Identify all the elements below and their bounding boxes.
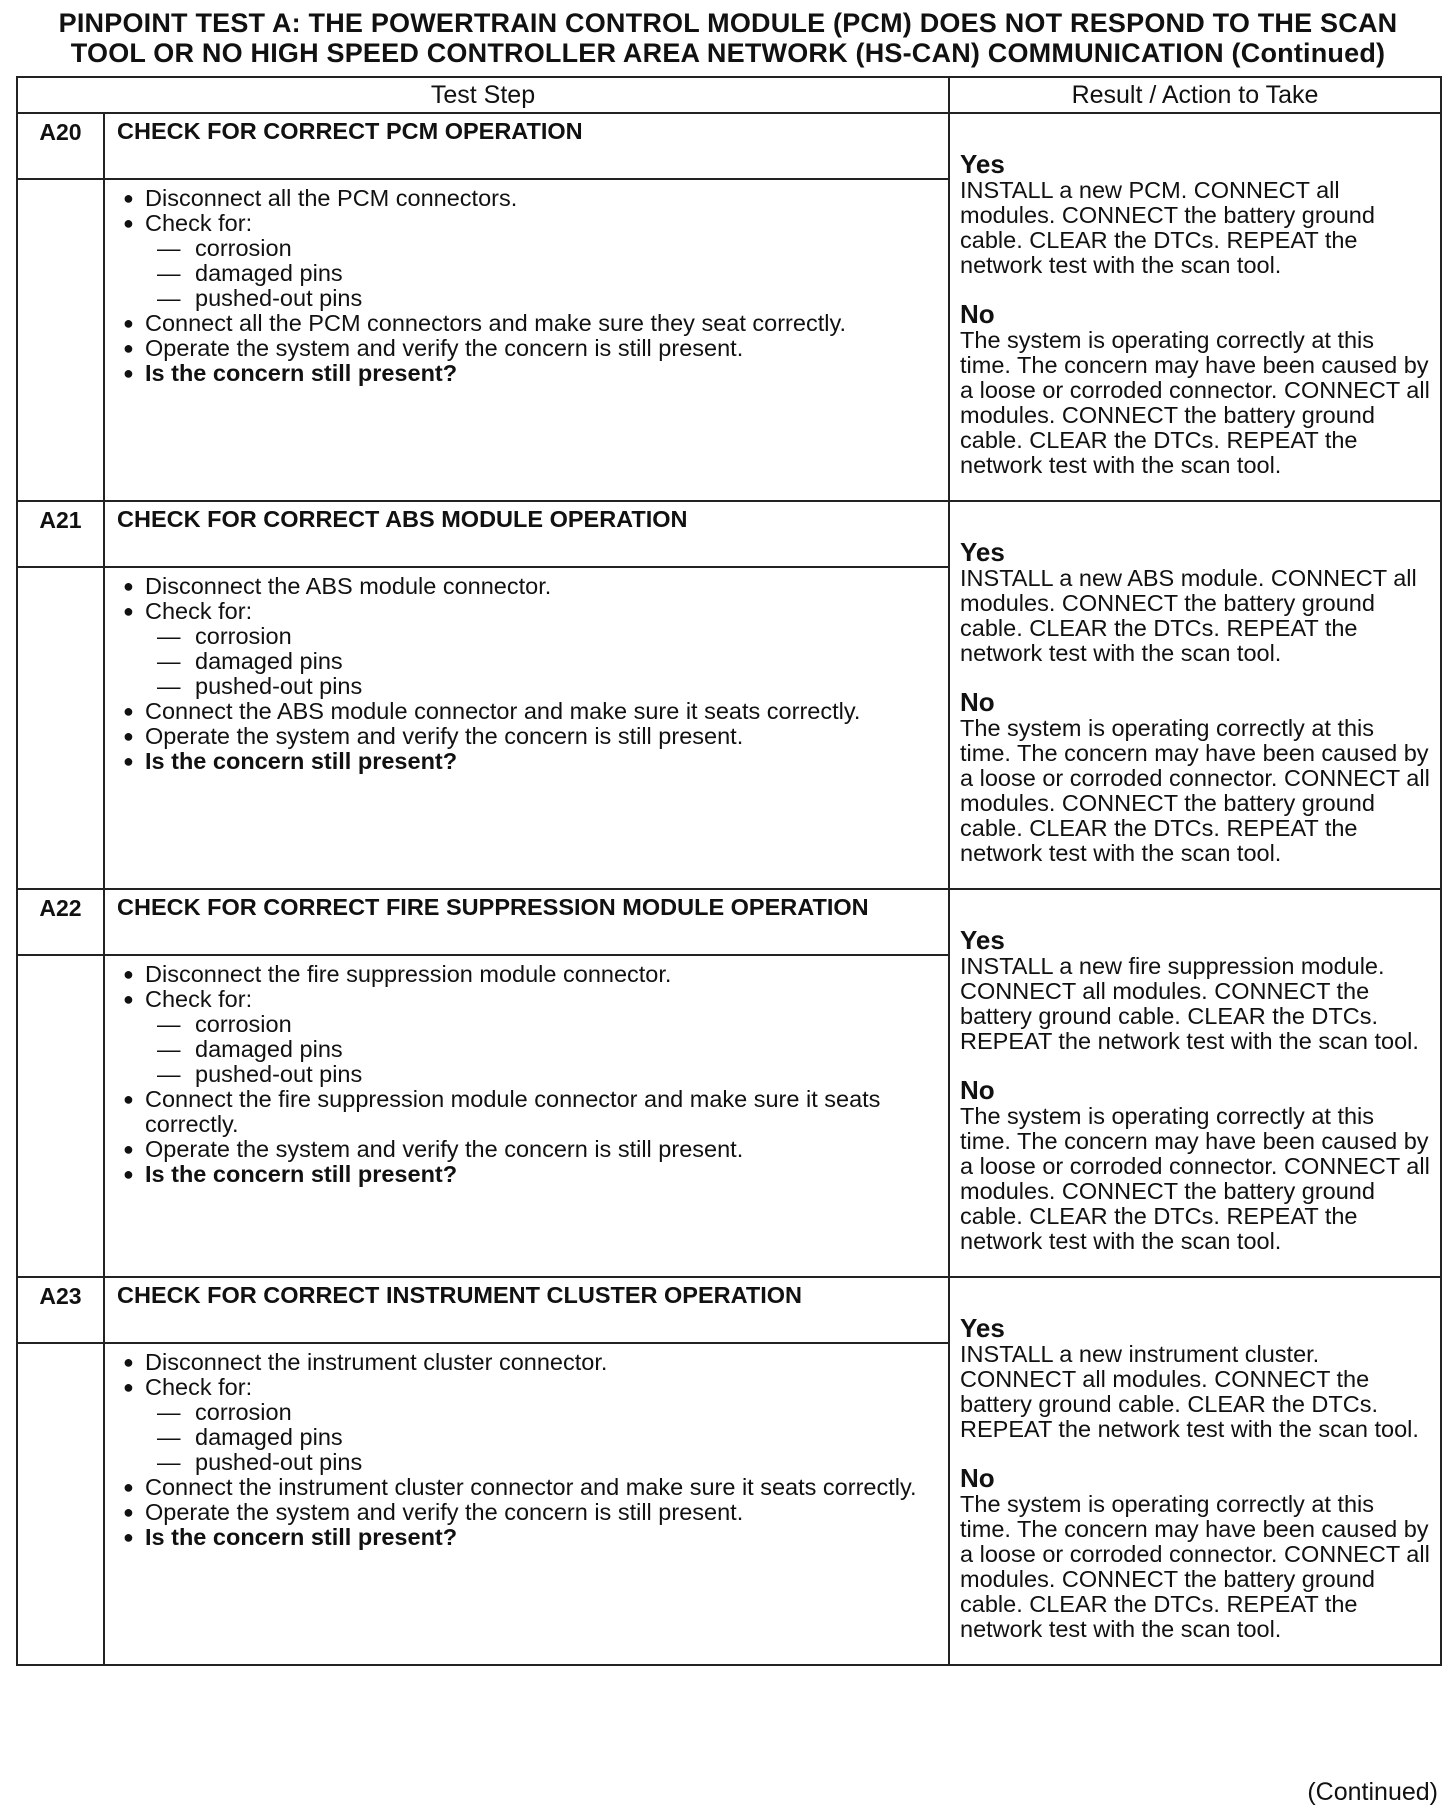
continued-note: (Continued) xyxy=(1307,1778,1438,1806)
page-title xyxy=(0,8,1456,68)
sub-text: pushed-out pins xyxy=(195,673,363,699)
dash-icon: — xyxy=(157,1036,181,1062)
bullet-icon: ● xyxy=(123,338,134,358)
yes-action: INSTALL a new fire suppression module. CONNECT all modules. CONNECT the battery ground cable. CLEAR the DTCs. REPEAT the network test with the scan tool. xyxy=(960,953,1419,1054)
result-cell xyxy=(949,1277,1441,1665)
yes-label: Yes xyxy=(960,149,1005,179)
sub-list-item xyxy=(145,1400,948,1425)
bullet-icon: ● xyxy=(123,313,134,333)
yes-label: Yes xyxy=(960,537,1005,567)
list-item xyxy=(123,335,948,361)
dash-icon: — xyxy=(157,235,181,261)
bullet-icon: ● xyxy=(123,989,134,1009)
list-item xyxy=(123,185,948,211)
step-id-spacer xyxy=(17,955,104,1277)
dash-icon: — xyxy=(157,673,181,699)
step-heading-row xyxy=(17,113,1441,179)
list-item xyxy=(123,1161,948,1187)
bullet-icon: ● xyxy=(123,363,134,383)
list-item xyxy=(123,1136,948,1162)
sub-text: pushed-out pins xyxy=(195,1449,363,1475)
no-action: The system is operating correctly at this time. The concern may have been caused by a loose or corroded connector. CONNECT all modules. CONNECT the battery ground cable. CLEAR the DTCs. REPEAT the network test with the scan tool. xyxy=(960,1491,1430,1642)
step-text: Check for: xyxy=(145,1374,253,1400)
bullet-icon: ● xyxy=(123,1502,134,1522)
step-heading-row xyxy=(17,1277,1441,1343)
bullet-icon: ● xyxy=(123,1377,134,1397)
bullet-icon: ● xyxy=(123,1139,134,1159)
step-heading: CHECK FOR CORRECT FIRE SUPPRESSION MODULE OPERATION xyxy=(104,889,949,955)
sub-list-item xyxy=(145,236,948,261)
dash-icon: — xyxy=(157,1424,181,1450)
sub-text: pushed-out pins xyxy=(195,285,363,311)
step-instructions xyxy=(104,567,949,889)
bullet-icon: ● xyxy=(123,701,134,721)
title-line-2: TOOL OR NO HIGH SPEED CONTROLLER AREA NETWORK (HS-CAN) COMMUNICATION (Continued) xyxy=(70,38,1386,68)
sub-text: corrosion xyxy=(195,235,292,261)
no-label: No xyxy=(960,1463,995,1493)
list-item xyxy=(123,1524,948,1550)
dash-icon: — xyxy=(157,285,181,311)
yes-action: INSTALL a new PCM. CONNECT all modules. CONNECT the battery ground cable. CLEAR the DTCs. REPEAT the network test with the scan tool. xyxy=(960,177,1375,278)
sub-text: damaged pins xyxy=(195,1036,343,1062)
sub-text: corrosion xyxy=(195,1399,292,1425)
step-question: Is the concern still present? xyxy=(145,1161,458,1187)
bullet-icon: ● xyxy=(123,1477,134,1497)
step-id: A20 xyxy=(17,113,104,179)
yes-action: INSTALL a new ABS module. CONNECT all modules. CONNECT the battery ground cable. CLEAR the DTCs. REPEAT the network test with the scan tool. xyxy=(960,565,1417,666)
step-text: Connect the instrument cluster connector and make sure it seats correctly. xyxy=(145,1474,917,1500)
step-text: Operate the system and verify the concern is still present. xyxy=(145,1499,744,1525)
title-line-1: PINPOINT TEST A: THE POWERTRAIN CONTROL MODULE (PCM) DOES NOT RESPOND TO THE SCAN xyxy=(58,8,1398,38)
step-text: Check for: xyxy=(145,210,253,236)
sub-list-item xyxy=(145,674,948,699)
dash-icon: — xyxy=(157,1011,181,1037)
table-header-row xyxy=(17,77,1441,113)
step-question: Is the concern still present? xyxy=(145,360,458,386)
step-text: Disconnect the instrument cluster connector. xyxy=(145,1349,608,1375)
bullet-icon: ● xyxy=(123,1527,134,1547)
bullet-icon: ● xyxy=(123,751,134,771)
sub-text: corrosion xyxy=(195,623,292,649)
step-heading-row xyxy=(17,889,1441,955)
step-heading-row xyxy=(17,501,1441,567)
sub-text: corrosion xyxy=(195,1011,292,1037)
list-item xyxy=(123,986,948,1087)
list-item xyxy=(123,1086,948,1137)
step-heading: CHECK FOR CORRECT PCM OPERATION xyxy=(104,113,949,179)
sub-list-item xyxy=(145,1425,948,1450)
yes-action: INSTALL a new instrument cluster. CONNECT all modules. CONNECT the battery ground cable. CLEAR the DTCs. REPEAT the network test with the scan tool. xyxy=(960,1341,1419,1442)
step-instructions xyxy=(104,179,949,501)
bullet-icon: ● xyxy=(123,601,134,621)
sub-list-item xyxy=(145,286,948,311)
no-label: No xyxy=(960,1075,995,1105)
list-item xyxy=(123,310,948,336)
step-text: Operate the system and verify the concern is still present. xyxy=(145,335,744,361)
step-text: Check for: xyxy=(145,986,253,1012)
list-item xyxy=(123,1349,948,1375)
sub-text: damaged pins xyxy=(195,648,343,674)
step-question: Is the concern still present? xyxy=(145,748,458,774)
sub-list-item xyxy=(145,1037,948,1062)
sub-text: damaged pins xyxy=(195,260,343,286)
step-heading: CHECK FOR CORRECT ABS MODULE OPERATION xyxy=(104,501,949,567)
yes-label: Yes xyxy=(960,925,1005,955)
step-text: Connect the ABS module connector and make sure it seats correctly. xyxy=(145,698,861,724)
sub-list-item xyxy=(145,649,948,674)
list-item xyxy=(123,1474,948,1500)
dash-icon: — xyxy=(157,260,181,286)
yes-label: Yes xyxy=(960,1313,1005,1343)
sub-list-item xyxy=(145,1450,948,1475)
list-item xyxy=(123,723,948,749)
sub-list-item xyxy=(145,1012,948,1037)
list-item xyxy=(123,698,948,724)
dash-icon: — xyxy=(157,1399,181,1425)
list-item xyxy=(123,360,948,386)
bullet-icon: ● xyxy=(123,213,134,233)
step-text: Operate the system and verify the concern is still present. xyxy=(145,1136,744,1162)
dash-icon: — xyxy=(157,1449,181,1475)
list-item xyxy=(123,1374,948,1475)
step-id: A23 xyxy=(17,1277,104,1343)
bullet-icon: ● xyxy=(123,726,134,746)
sub-text: damaged pins xyxy=(195,1424,343,1450)
sub-text: pushed-out pins xyxy=(195,1061,363,1087)
step-text: Disconnect the ABS module connector. xyxy=(145,573,552,599)
bullet-icon: ● xyxy=(123,1164,134,1184)
column-header-test-step: Test Step xyxy=(17,77,949,113)
step-id-spacer xyxy=(17,567,104,889)
step-heading: CHECK FOR CORRECT INSTRUMENT CLUSTER OPERATION xyxy=(104,1277,949,1343)
no-label: No xyxy=(960,299,995,329)
bullet-icon: ● xyxy=(123,1089,134,1109)
step-text: Operate the system and verify the concern is still present. xyxy=(145,723,744,749)
list-item xyxy=(123,1499,948,1525)
step-id: A21 xyxy=(17,501,104,567)
step-text: Check for: xyxy=(145,598,253,624)
bullet-icon: ● xyxy=(123,188,134,208)
no-action: The system is operating correctly at this time. The concern may have been caused by a loose or corroded connector. CONNECT all modules. CONNECT the battery ground cable. CLEAR the DTCs. REPEAT the network test with the scan tool. xyxy=(960,1103,1430,1254)
bullet-icon: ● xyxy=(123,964,134,984)
step-question: Is the concern still present? xyxy=(145,1524,458,1550)
list-item xyxy=(123,598,948,699)
step-text: Connect all the PCM connectors and make sure they seat correctly. xyxy=(145,310,846,336)
step-text: Disconnect the fire suppression module connector. xyxy=(145,961,672,987)
result-cell xyxy=(949,501,1441,889)
list-item xyxy=(123,748,948,774)
pinpoint-test-table xyxy=(16,76,1442,1666)
bullet-icon: ● xyxy=(123,576,134,596)
list-item xyxy=(123,961,948,987)
no-label: No xyxy=(960,687,995,717)
list-item xyxy=(123,210,948,311)
no-action: The system is operating correctly at this time. The concern may have been caused by a loose or corroded connector. CONNECT all modules. CONNECT the battery ground cable. CLEAR the DTCs. REPEAT the network test with the scan tool. xyxy=(960,715,1430,866)
no-action: The system is operating correctly at this time. The concern may have been caused by a loose or corroded connector. CONNECT all modules. CONNECT the battery ground cable. CLEAR the DTCs. REPEAT the network test with the scan tool. xyxy=(960,327,1430,478)
step-id-spacer xyxy=(17,179,104,501)
dash-icon: — xyxy=(157,623,181,649)
result-cell xyxy=(949,113,1441,501)
step-id-spacer xyxy=(17,1343,104,1665)
column-header-result: Result / Action to Take xyxy=(949,77,1441,113)
sub-list-item xyxy=(145,624,948,649)
sub-list-item xyxy=(145,261,948,286)
step-instructions xyxy=(104,1343,949,1665)
dash-icon: — xyxy=(157,1061,181,1087)
bullet-icon: ● xyxy=(123,1352,134,1372)
sub-list-item xyxy=(145,1062,948,1087)
dash-icon: — xyxy=(157,648,181,674)
step-text: Connect the fire suppression module connector and make sure it seats correctly. xyxy=(145,1086,881,1137)
step-text: Disconnect all the PCM connectors. xyxy=(145,185,518,211)
step-id: A22 xyxy=(17,889,104,955)
result-cell xyxy=(949,889,1441,1277)
step-instructions xyxy=(104,955,949,1277)
list-item xyxy=(123,573,948,599)
